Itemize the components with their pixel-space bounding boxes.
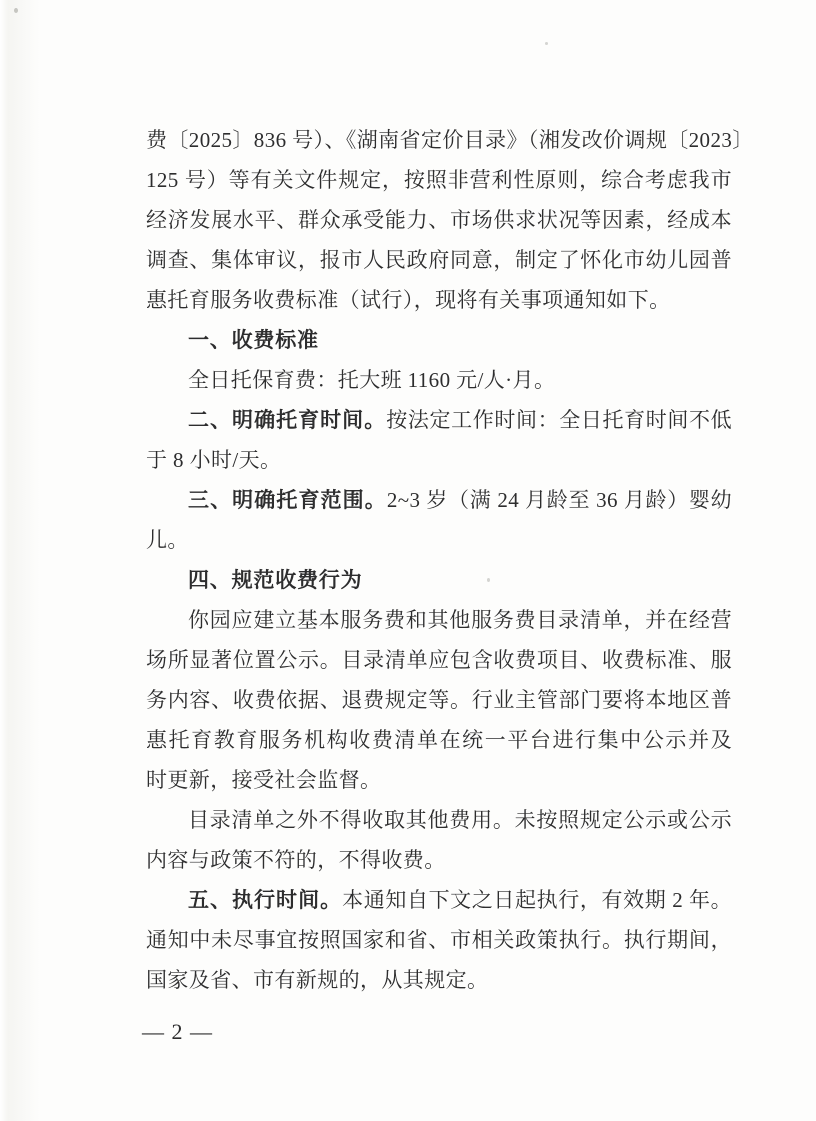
body-text: 儿。 (146, 528, 189, 552)
doc-line (146, 200, 732, 240)
doc-line (146, 840, 732, 880)
heading-text: 五、执行时间。 (188, 889, 343, 912)
body-text: 内容与政策不符的，不得收费。 (146, 848, 446, 872)
doc-line (146, 640, 732, 680)
body-text: 目录清单之外不得收取其他费用。未按照规定公示或公示 (188, 808, 732, 832)
doc-line (146, 680, 732, 720)
document-body (146, 120, 754, 1000)
body-text: 本通知自下文之日起执行，有效期 2 年。 (342, 888, 732, 912)
doc-line (146, 160, 732, 200)
body-text: 务内容、收费依据、退费规定等。行业主管部门要将本地区普 (146, 688, 732, 712)
heading-text: 三、明确托育范围。 (188, 489, 387, 512)
doc-line (146, 720, 732, 760)
scan-speck (14, 8, 18, 13)
body-text: 于 8 小时/天。 (146, 448, 282, 472)
doc-section-heading (146, 480, 732, 520)
doc-section-heading (146, 560, 732, 600)
doc-line (146, 360, 732, 400)
body-text: 你园应建立基本服务费和其他服务费目录清单，并在经营 (188, 608, 732, 632)
doc-line (146, 960, 732, 1000)
scan-edge-shadow (0, 0, 40, 1121)
doc-section-heading (146, 320, 732, 360)
body-text: 全日托保育费：托大班 1160 元/人·月。 (188, 368, 556, 392)
body-text: 场所显著位置公示。目录清单应包含收费项目、收费标准、服 (146, 648, 732, 672)
body-text: 按法定工作时间：全日托育时间不低 (386, 408, 733, 432)
body-text: 国家及省、市有新规的，从其规定。 (146, 968, 489, 992)
heading-text: 二、明确托育时间。 (188, 409, 387, 432)
body-text: 惠托育教育服务机构收费清单在统一平台进行集中公示并及 (146, 728, 732, 752)
doc-section-heading (146, 880, 732, 920)
doc-line (146, 760, 732, 800)
doc-line (146, 600, 732, 640)
body-text: 125 号）等有关文件规定，按照非营利性原则，综合考虑我市 (146, 168, 732, 192)
doc-line (146, 800, 732, 840)
body-text: 2~3 岁（满 24 月龄至 36 月龄）婴幼 (386, 488, 733, 512)
heading-text: 一、收费标准 (188, 329, 319, 352)
body-text: 费〔2025〕836 号）、《湖南省定价目录》（湘发改价调规〔2023〕 (146, 128, 754, 152)
scan-speck (545, 42, 548, 45)
doc-line (146, 240, 732, 280)
doc-line (146, 440, 732, 480)
doc-line (146, 520, 732, 560)
body-text: 时更新，接受社会监督。 (146, 768, 382, 792)
doc-line (146, 920, 732, 960)
heading-text: 四、规范收费行为 (188, 569, 363, 592)
doc-section-heading (146, 400, 732, 440)
page-number: — 2 — (142, 1019, 213, 1044)
body-text: 通知中未尽事宜按照国家和省、市相关政策执行。执行期间， (146, 928, 732, 952)
body-text: 经济发展水平、群众承受能力、市场供求状况等因素，经成本 (146, 208, 732, 232)
doc-line (146, 120, 754, 160)
body-text: 调查、集体审议，报市人民政府同意，制定了怀化市幼儿园普 (146, 248, 732, 272)
doc-line (146, 280, 732, 320)
body-text: 惠托育服务收费标准（试行），现将有关事项通知如下。 (146, 288, 671, 312)
